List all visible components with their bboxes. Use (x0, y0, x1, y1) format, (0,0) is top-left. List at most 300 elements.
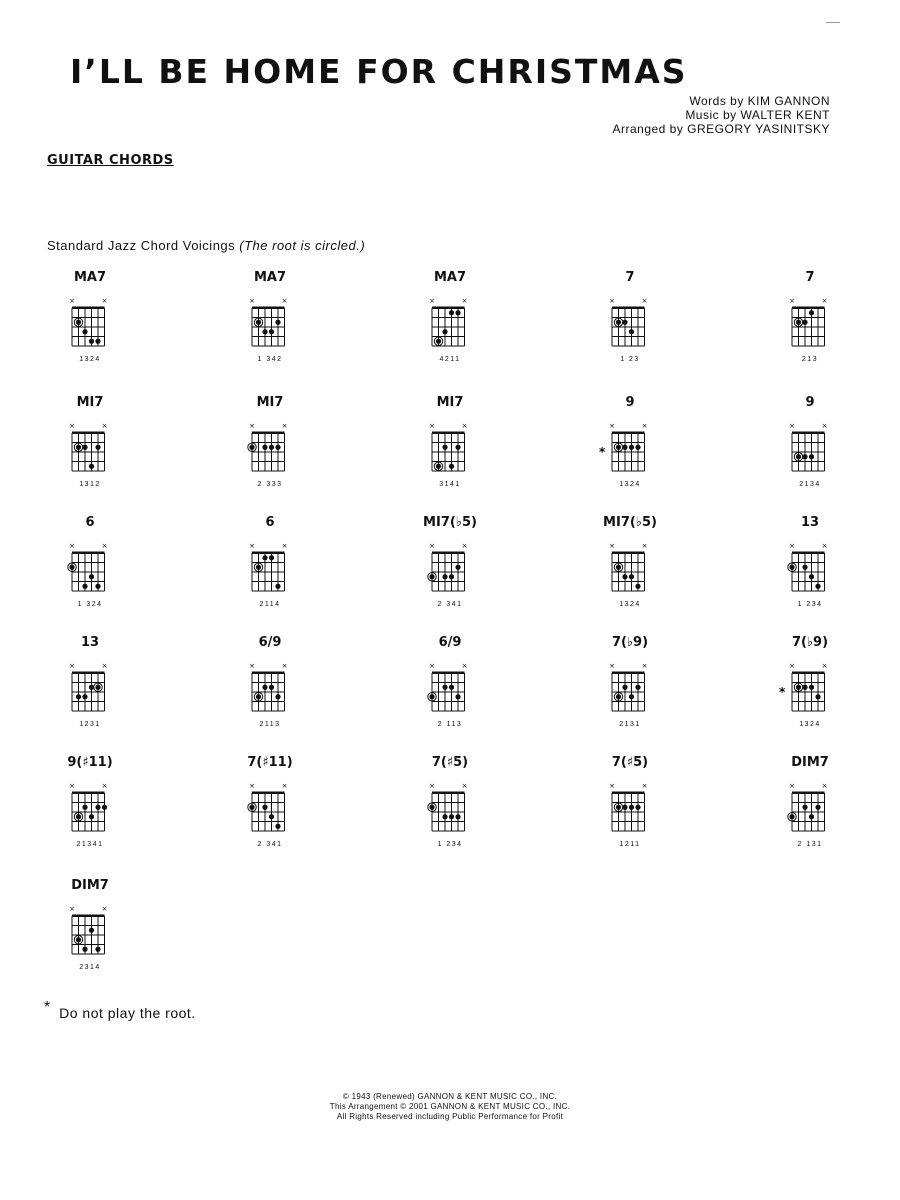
finger-dot (256, 320, 261, 325)
finger-dot (616, 320, 621, 325)
nut (612, 552, 645, 555)
nut (252, 672, 285, 675)
finger-dot (622, 574, 627, 579)
fretboard (755, 515, 865, 605)
finger-dot (82, 805, 87, 810)
chord-fingering: 1 324 (77, 601, 103, 608)
finger-dot (455, 694, 460, 699)
chord-name: 6/9 (438, 635, 462, 650)
finger-dot (796, 320, 801, 325)
finger-dot (69, 565, 74, 570)
chord-fingering: 213 (801, 356, 819, 363)
chord-fingering: 2314 (79, 964, 101, 971)
voicings-note (47, 238, 365, 253)
chord-diagram (395, 635, 505, 753)
chord-diagram (35, 515, 145, 633)
finger-dot (629, 694, 634, 699)
mute-icon: × (609, 297, 615, 305)
fretboard (395, 270, 505, 360)
finger-dot (269, 555, 274, 560)
nut (432, 672, 465, 675)
fretboard (575, 270, 685, 360)
finger-dot (256, 694, 261, 699)
section-label: GUITAR CHORDS (47, 153, 174, 168)
mute-icon: × (101, 905, 108, 913)
chord-diagram (35, 755, 145, 873)
fretboard (575, 755, 685, 845)
chord-fingering: 2 341 (257, 841, 283, 848)
finger-dot (802, 454, 807, 459)
nut (72, 552, 105, 555)
finger-dot (76, 694, 81, 699)
chord-fingering: 21341 (76, 841, 104, 848)
chord-fingering: 1 234 (437, 841, 463, 848)
mute-icon: × (249, 422, 255, 430)
mute-icon: × (641, 422, 648, 430)
copyright (0, 1092, 900, 1122)
mute-icon: × (821, 297, 828, 305)
nut (432, 432, 465, 435)
finger-dot (262, 329, 267, 334)
finger-dot (82, 694, 87, 699)
finger-dot (802, 565, 807, 570)
nut (72, 915, 105, 918)
chord-name: MI7 (436, 395, 464, 410)
finger-dot (89, 464, 94, 469)
finger-dot (429, 805, 434, 810)
fretboard (575, 515, 685, 605)
finger-dot (95, 584, 100, 589)
chord-fingering: 1324 (619, 481, 641, 488)
finger-dot (436, 339, 441, 344)
finger-dot (802, 805, 807, 810)
fretboard (575, 395, 685, 485)
finger-dot (76, 814, 81, 819)
footnote-text: Do not play the root. (59, 1005, 196, 1021)
finger-dot (442, 814, 447, 819)
chord-name: MI7 (256, 395, 284, 410)
nut (612, 672, 645, 675)
finger-dot (809, 574, 814, 579)
finger-dot (622, 445, 627, 450)
mute-icon: × (789, 782, 795, 790)
no-root-star: * (599, 445, 606, 459)
finger-dot (76, 937, 81, 942)
chord-fingering: 4211 (439, 356, 461, 363)
nut (792, 552, 825, 555)
mute-icon: × (69, 297, 75, 305)
chord-fingering: 2 113 (437, 721, 463, 728)
finger-dot (436, 464, 441, 469)
finger-dot (82, 947, 87, 952)
nut (432, 792, 465, 795)
chord-fingering: 2134 (799, 481, 821, 488)
nut (792, 792, 825, 795)
mute-icon: × (249, 662, 255, 670)
mute-icon: × (101, 782, 108, 790)
nut (612, 792, 645, 795)
chord-fingering: 1324 (619, 601, 641, 608)
finger-dot (275, 320, 280, 325)
fretboard (35, 395, 145, 485)
mute-icon: × (641, 662, 648, 670)
finger-dot (802, 320, 807, 325)
chord-diagram (395, 755, 505, 873)
finger-dot (95, 685, 100, 690)
mute-icon: × (461, 782, 468, 790)
chord-fingering: 2 333 (257, 481, 283, 488)
footnote (44, 999, 196, 1023)
chord-name: 7(♯5) (611, 755, 649, 770)
finger-dot (616, 445, 621, 450)
finger-dot (796, 685, 801, 690)
chord-diagram (215, 395, 325, 513)
nut (792, 307, 825, 310)
mute-icon: × (281, 542, 288, 550)
finger-dot (815, 584, 820, 589)
finger-dot (815, 694, 820, 699)
finger-dot (82, 584, 87, 589)
finger-dot (629, 574, 634, 579)
mute-icon: × (429, 297, 435, 305)
fretboard (395, 755, 505, 845)
chord-name: 9 (805, 395, 815, 410)
chord-diagram (575, 515, 685, 633)
nut (792, 432, 825, 435)
finger-dot (95, 339, 100, 344)
chord-fingering: 1211 (619, 841, 641, 848)
finger-dot (455, 445, 460, 450)
finger-dot (809, 310, 814, 315)
finger-dot (455, 814, 460, 819)
chord-fingering: 1324 (79, 356, 101, 363)
fretboard (35, 515, 145, 605)
chord-name: 7(♯5) (431, 755, 469, 770)
fretboard (755, 755, 865, 845)
nut (432, 307, 465, 310)
chord-name: 7 (805, 270, 815, 285)
finger-dot (256, 565, 261, 570)
chord-name: MI7(♭5) (603, 515, 657, 530)
fretboard (215, 395, 325, 485)
credit-music: Music by WALTER KENT (685, 108, 830, 122)
finger-dot (455, 310, 460, 315)
finger-dot (429, 574, 434, 579)
mute-icon: × (101, 297, 108, 305)
fretboard (755, 395, 865, 485)
finger-dot (815, 805, 820, 810)
credit-words: Words by KIM GANNON (689, 94, 830, 108)
copyright-line-2: This Arrangement © 2001 GANNON & KENT MUSIC CO., INC. (329, 1102, 571, 1111)
chord-name: MA7 (433, 270, 467, 285)
mute-icon: × (641, 542, 648, 550)
nut (72, 792, 105, 795)
chord-diagram (215, 270, 325, 388)
mute-icon: × (461, 297, 468, 305)
finger-dot (275, 694, 280, 699)
nut (252, 792, 285, 795)
finger-dot (449, 574, 454, 579)
finger-dot (89, 574, 94, 579)
chord-name: 6/9 (258, 635, 282, 650)
mute-icon: × (461, 662, 468, 670)
finger-dot (262, 555, 267, 560)
chord-fingering: 1324 (799, 721, 821, 728)
finger-dot (442, 685, 447, 690)
finger-dot (449, 310, 454, 315)
mute-icon: × (821, 782, 828, 790)
chord-name: 6 (85, 515, 95, 530)
mute-icon: × (69, 542, 75, 550)
chord-diagram (35, 395, 145, 513)
finger-dot (269, 685, 274, 690)
chord-diagram (755, 515, 865, 633)
finger-dot (616, 565, 621, 570)
song-title: I’LL BE HOME FOR CHRISTMAS (70, 52, 688, 91)
finger-dot (622, 685, 627, 690)
chord-diagram (755, 270, 865, 388)
mute-icon: × (789, 542, 795, 550)
finger-dot (809, 454, 814, 459)
chord-name: MA7 (73, 270, 107, 285)
chord-name: 9(♯11) (67, 755, 113, 770)
mute-icon: × (789, 662, 795, 670)
finger-dot (789, 565, 794, 570)
mute-icon: × (821, 422, 828, 430)
chord-name: MA7 (253, 270, 287, 285)
chord-diagram (395, 515, 505, 633)
finger-dot (622, 320, 627, 325)
finger-dot (275, 445, 280, 450)
mute-icon: × (461, 542, 468, 550)
finger-dot (455, 565, 460, 570)
finger-dot (89, 814, 94, 819)
fretboard (215, 635, 325, 725)
finger-dot (275, 824, 280, 829)
nut (792, 672, 825, 675)
mute-icon: × (101, 662, 108, 670)
mute-icon: × (789, 297, 795, 305)
finger-dot (809, 814, 814, 819)
chord-diagram (35, 270, 145, 388)
finger-dot (449, 464, 454, 469)
finger-dot (449, 814, 454, 819)
mute-icon: × (281, 782, 288, 790)
finger-dot (76, 320, 81, 325)
finger-dot (442, 329, 447, 334)
mute-icon: × (249, 782, 255, 790)
copyright-line-1: © 1943 (Renewed) GANNON & KENT MUSIC CO., INC. (342, 1092, 558, 1101)
fretboard (755, 270, 865, 360)
chord-fingering: 2114 (259, 601, 281, 608)
chord-name: DIM7 (791, 755, 829, 770)
mute-icon: × (429, 542, 435, 550)
mute-icon: × (821, 662, 828, 670)
voicings-italic: (The root is circled.) (239, 238, 366, 253)
chord-diagram (215, 515, 325, 633)
nut (72, 672, 105, 675)
finger-dot (796, 454, 801, 459)
mute-icon: × (249, 542, 255, 550)
chord-name: 9 (625, 395, 635, 410)
mute-icon: × (429, 782, 435, 790)
finger-dot (616, 805, 621, 810)
finger-dot (262, 445, 267, 450)
finger-dot (635, 445, 640, 450)
mute-icon: × (609, 422, 615, 430)
footnote-star: * (44, 999, 51, 1016)
mute-icon: × (609, 542, 615, 550)
mute-icon: × (69, 422, 75, 430)
finger-dot (635, 685, 640, 690)
finger-dot (629, 805, 634, 810)
fretboard (575, 635, 685, 725)
credit-arranged: Arranged by GREGORY YASINITSKY (612, 122, 830, 136)
chord-name: MI7(♭5) (423, 515, 477, 530)
chord-name: 6 (265, 515, 275, 530)
nut (72, 307, 105, 310)
mute-icon: × (429, 422, 435, 430)
nut (612, 307, 645, 310)
finger-dot (249, 445, 254, 450)
finger-dot (449, 685, 454, 690)
finger-dot (616, 694, 621, 699)
finger-dot (269, 814, 274, 819)
mute-icon: × (101, 422, 108, 430)
nut (432, 552, 465, 555)
finger-dot (789, 814, 794, 819)
finger-dot (82, 445, 87, 450)
chord-name: MI7 (76, 395, 104, 410)
chord-diagram (755, 755, 865, 873)
fretboard (395, 515, 505, 605)
fretboard (755, 635, 865, 725)
chord-name: 13 (800, 515, 820, 530)
finger-dot (429, 694, 434, 699)
mute-icon: × (609, 662, 615, 670)
mute-icon: × (641, 297, 648, 305)
finger-dot (262, 805, 267, 810)
chord-diagram (215, 635, 325, 753)
chord-name: 7 (625, 270, 635, 285)
mute-icon: × (609, 782, 615, 790)
mute-icon: × (281, 422, 288, 430)
mute-icon: × (789, 422, 795, 430)
chord-fingering: 1231 (79, 721, 101, 728)
finger-dot (89, 339, 94, 344)
chord-fingering: 1 342 (257, 356, 283, 363)
chord-diagram (215, 755, 325, 873)
chord-fingering: 2131 (619, 721, 641, 728)
chord-name: DIM7 (71, 878, 109, 893)
chord-fingering: 1312 (79, 481, 101, 488)
chord-name: 7(♭9) (791, 635, 829, 650)
finger-dot (249, 805, 254, 810)
no-root-star: * (779, 685, 786, 699)
nut (612, 432, 645, 435)
chord-fingering: 3141 (439, 481, 461, 488)
mute-icon: × (641, 782, 648, 790)
finger-dot (269, 329, 274, 334)
finger-dot (802, 685, 807, 690)
mute-icon: × (101, 542, 108, 550)
chord-diagram (575, 755, 685, 873)
chord-diagram (35, 878, 145, 996)
chord-diagram (35, 635, 145, 753)
finger-dot (635, 805, 640, 810)
mute-icon: × (821, 542, 828, 550)
finger-dot (629, 445, 634, 450)
chord-name: 13 (80, 635, 100, 650)
chord-fingering: 2 341 (437, 601, 463, 608)
finger-dot (82, 329, 87, 334)
chord-diagram (575, 270, 685, 388)
finger-dot (102, 805, 107, 810)
finger-dot (629, 329, 634, 334)
fretboard (215, 755, 325, 845)
finger-dot (622, 805, 627, 810)
mute-icon: × (69, 782, 75, 790)
mute-icon: × (281, 662, 288, 670)
chord-fingering: 2 131 (797, 841, 823, 848)
finger-dot (76, 445, 81, 450)
mute-icon: × (249, 297, 255, 305)
chord-fingering: 1 23 (620, 356, 640, 363)
finger-dot (635, 584, 640, 589)
finger-dot (442, 574, 447, 579)
chord-diagram (395, 270, 505, 388)
chord-diagram (575, 635, 685, 753)
fretboard (215, 270, 325, 360)
corner-mark (826, 22, 840, 23)
mute-icon: × (281, 297, 288, 305)
chord-diagram (755, 635, 865, 753)
nut (252, 552, 285, 555)
chord-name: 7(♭9) (611, 635, 649, 650)
chord-diagram (575, 395, 685, 513)
finger-dot (809, 685, 814, 690)
finger-dot (275, 584, 280, 589)
chord-diagram (755, 395, 865, 513)
nut (252, 432, 285, 435)
finger-dot (269, 445, 274, 450)
mute-icon: × (429, 662, 435, 670)
fretboard (35, 755, 145, 845)
finger-dot (95, 805, 100, 810)
fretboard (215, 515, 325, 605)
fretboard (35, 635, 145, 725)
chord-fingering: 2113 (259, 721, 281, 728)
fretboard (395, 395, 505, 485)
finger-dot (262, 685, 267, 690)
finger-dot (95, 445, 100, 450)
copyright-line-3: All Rights Reserved including Public Performance for Profit (336, 1112, 564, 1121)
nut (252, 307, 285, 310)
voicings-main: Standard Jazz Chord Voicings (47, 238, 236, 253)
nut (72, 432, 105, 435)
mute-icon: × (69, 662, 75, 670)
finger-dot (89, 928, 94, 933)
chord-fingering: 1 234 (797, 601, 823, 608)
chord-diagram (395, 395, 505, 513)
finger-dot (442, 445, 447, 450)
finger-dot (95, 947, 100, 952)
credits (612, 94, 830, 136)
fretboard (35, 270, 145, 360)
mute-icon: × (461, 422, 468, 430)
chord-name: 7(♯11) (247, 755, 293, 770)
fretboard (35, 878, 145, 968)
